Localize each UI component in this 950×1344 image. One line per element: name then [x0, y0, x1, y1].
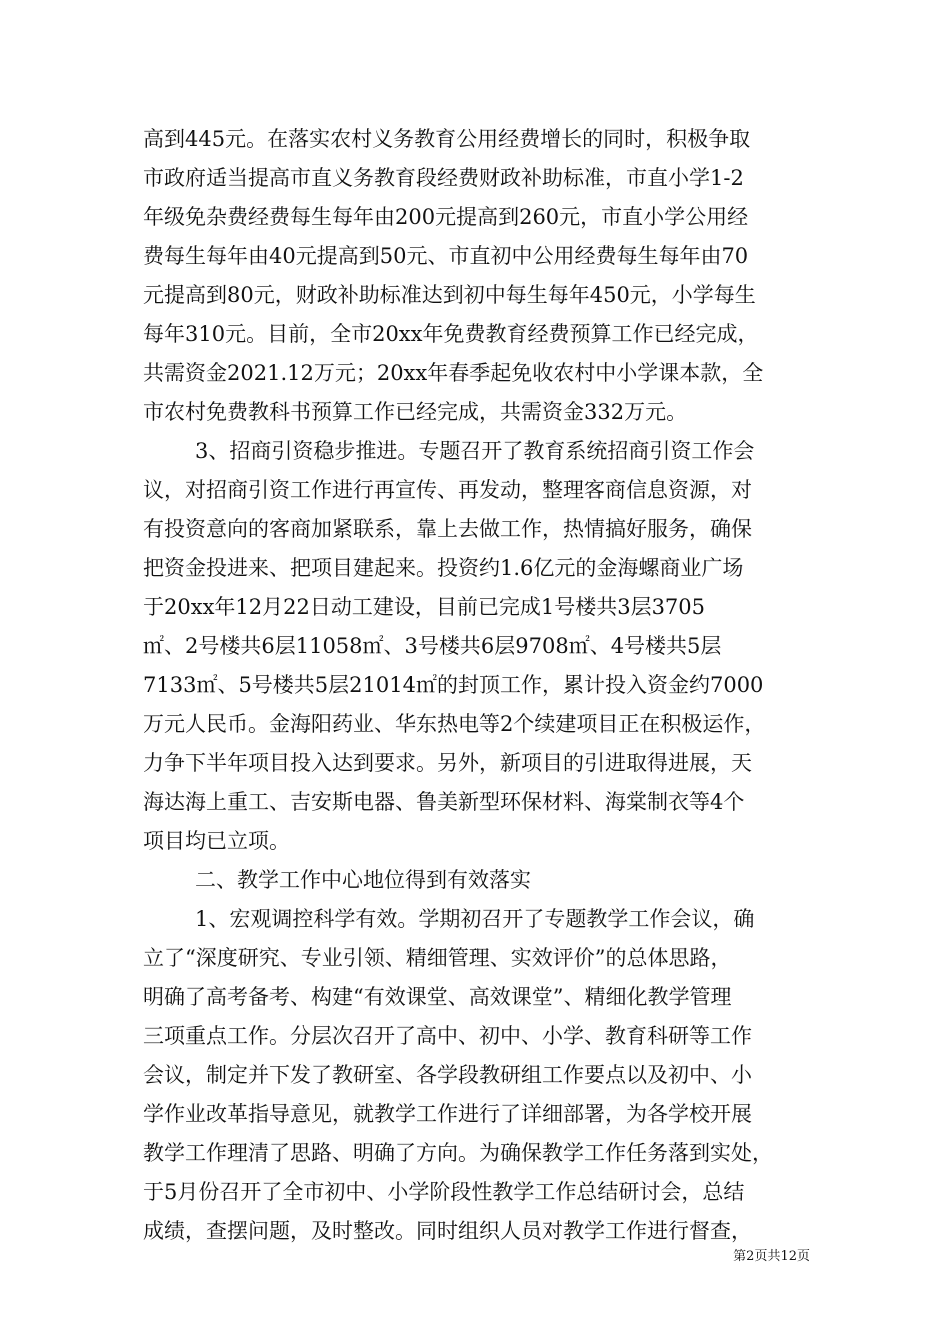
section-heading: 二、教学工作中心地位得到有效落实: [195, 868, 531, 892]
paragraph-start-line: 3、招商引资稳步推进。专题召开了教育系统招商引资工作会: [195, 439, 755, 463]
text-line: 市政府适当提高市直义务教育段经费财政补助标准，市直小学1-2: [143, 166, 744, 190]
text-line: 高到445元。在落实农村义务教育公用经费增长的同时，积极争取: [143, 127, 751, 151]
text-line: 会议，制定并下发了教研室、各学段教研组工作要点以及初中、小: [143, 1063, 752, 1087]
text-line: 年级免杂费经费每生每年由200元提高到260元，市直小学公用经: [143, 205, 749, 229]
text-line: 议，对招商引资工作进行再宣传、再发动，整理客商信息资源，对: [143, 478, 752, 502]
text-line: 立了“深度研究、专业引领、精细管理、实效评价”的总体思路，: [143, 946, 732, 970]
text-line: ㎡、2号楼共6层11058㎡、3号楼共6层9708㎡、4号楼共5层: [143, 634, 722, 658]
text-line: 费每生每年由40元提高到50元、市直初中公用经费每生每年由70: [143, 244, 749, 268]
text-line: 于20xx年12月22日动工建设，目前已完成1号楼共3层3705: [143, 595, 706, 619]
text-line: 海达海上重工、吉安斯电器、鲁美新型环保材料、海棠制衣等4个: [143, 790, 745, 814]
text-line: 共需资金2021.12万元；20xx年春季起免收农村中小学课本款，全: [143, 361, 764, 385]
text-line: 每年310元。目前，全市20xx年免费教育经费预算工作已经完成，: [143, 322, 759, 346]
text-line: 万元人民币。金海阳药业、华东热电等2个续建项目正在积极运作，: [143, 712, 766, 736]
text-line: 教学工作理清了思路、明确了方向。为确保教学工作任务落到实处，: [143, 1141, 773, 1165]
text-line: 7133㎡、5号楼共5层21014㎡的封顶工作，累计投入资金约7000: [143, 673, 764, 697]
text-line: 成绩，查摆问题，及时整改。同时组织人员对教学工作进行督查，: [143, 1219, 752, 1243]
page-number-footer: 第2页共12页: [733, 1249, 810, 1264]
text-line: 元提高到80元，财政补助标准达到初中每生每年450元，小学每生: [143, 283, 756, 307]
text-line: 学作业改革指导意见，就教学工作进行了详细部署，为各学校开展: [143, 1102, 752, 1126]
text-line: 于5月份召开了全市初中、小学阶段性教学工作总结研讨会，总结: [143, 1180, 745, 1204]
text-line: 三项重点工作。分层次召开了高中、初中、小学、教育科研等工作: [143, 1024, 752, 1048]
document-body: [143, 120, 808, 1251]
paragraph-start-line: 1、宏观调控科学有效。学期初召开了专题教学工作会议，确: [195, 907, 755, 931]
text-line: 力争下半年项目投入达到要求。另外，新项目的引进取得进展，天: [143, 751, 752, 775]
text-line: 市农村免费教科书预算工作已经完成，共需资金332万元。: [143, 400, 688, 424]
text-line: 明确了高考备考、构建“有效课堂、高效课堂”、精细化教学管理: [143, 985, 732, 1009]
text-line: 有投资意向的客商加紧联系，靠上去做工作，热情搞好服务，确保: [143, 517, 752, 541]
text-line: 项目均已立项。: [143, 829, 290, 853]
text-line: 把资金投进来、把项目建起来。投资约1.6亿元的金海螺商业广场: [143, 556, 744, 580]
